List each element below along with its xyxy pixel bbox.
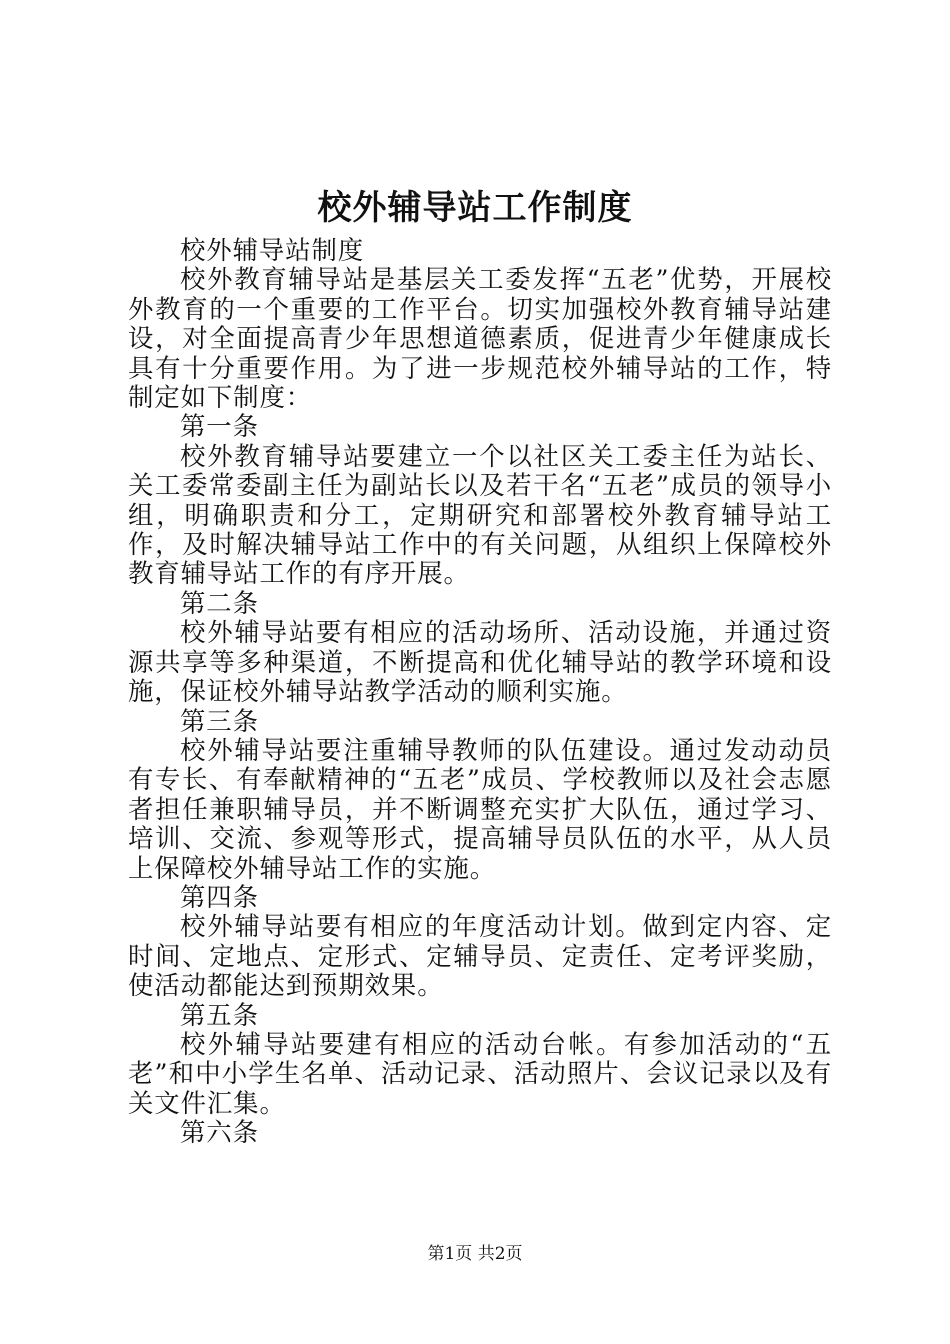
section-heading: 第六条: [180, 1117, 259, 1148]
document-title: 校外辅导站工作制度: [317, 188, 633, 228]
body-paragraph: 校外辅导站要有相应的年度活动计划。做到定内容、定时间、定地点、定形式、定辅导员、定责任、定考评奖励，使活动都能达到预期效果。: [128, 911, 832, 1001]
section-heading: 第三条: [180, 705, 259, 736]
section-heading: 校外辅导站制度: [180, 235, 365, 265]
document-body: [128, 236, 832, 1148]
section-heading: 第二条: [180, 587, 259, 618]
body-paragraph: 校外教育辅导站要建立一个以社区关工委主任为站长、关工委常委副主任为副站长以及若干名“五老”成员的领导小组，明确职责和分工，定期研究和部署校外教育辅导站工作，及时解决辅导站工作中的有关问题，从组织上保障校外教育辅导站工作的有序开展。: [128, 440, 832, 589]
body-paragraph: 校外辅导站要有相应的活动场所、活动设施，并通过资源共享等多种渠道，不断提高和优化辅导站的教学环境和设施，保证校外辅导站教学活动的顺利实施。: [128, 617, 832, 707]
section-heading: 第一条: [180, 411, 259, 442]
body-paragraph: 校外教育辅导站是基层关工委发挥“五老”优势，开展校外教育的一个重要的工作平台。切实加强校外教育辅导站建设，对全面提高青少年思想道德素质，促进青少年健康成长具有十分重要作用。为了进一步规范校外辅导站的工作，特制定如下制度：: [128, 264, 832, 413]
page-footer: 第1页 共2页: [427, 1244, 523, 1264]
section-heading: 第四条: [180, 881, 259, 912]
body-paragraph: 校外辅导站要注重辅导教师的队伍建设。通过发动动员有专长、有奉献精神的“五老”成员、学校教师以及社会志愿者担任兼职辅导员，并不断调整充实扩大队伍，通过学习、培训、交流、参观等形式，提高辅导员队伍的水平，从人员上保障校外辅导站工作的实施。: [128, 734, 832, 883]
body-paragraph: 校外辅导站要建有相应的活动台帐。有参加活动的“五老”和中小学生名单、活动记录、活动照片、会议记录以及有关文件汇集。: [128, 1028, 832, 1118]
section-heading: 第五条: [180, 999, 259, 1030]
